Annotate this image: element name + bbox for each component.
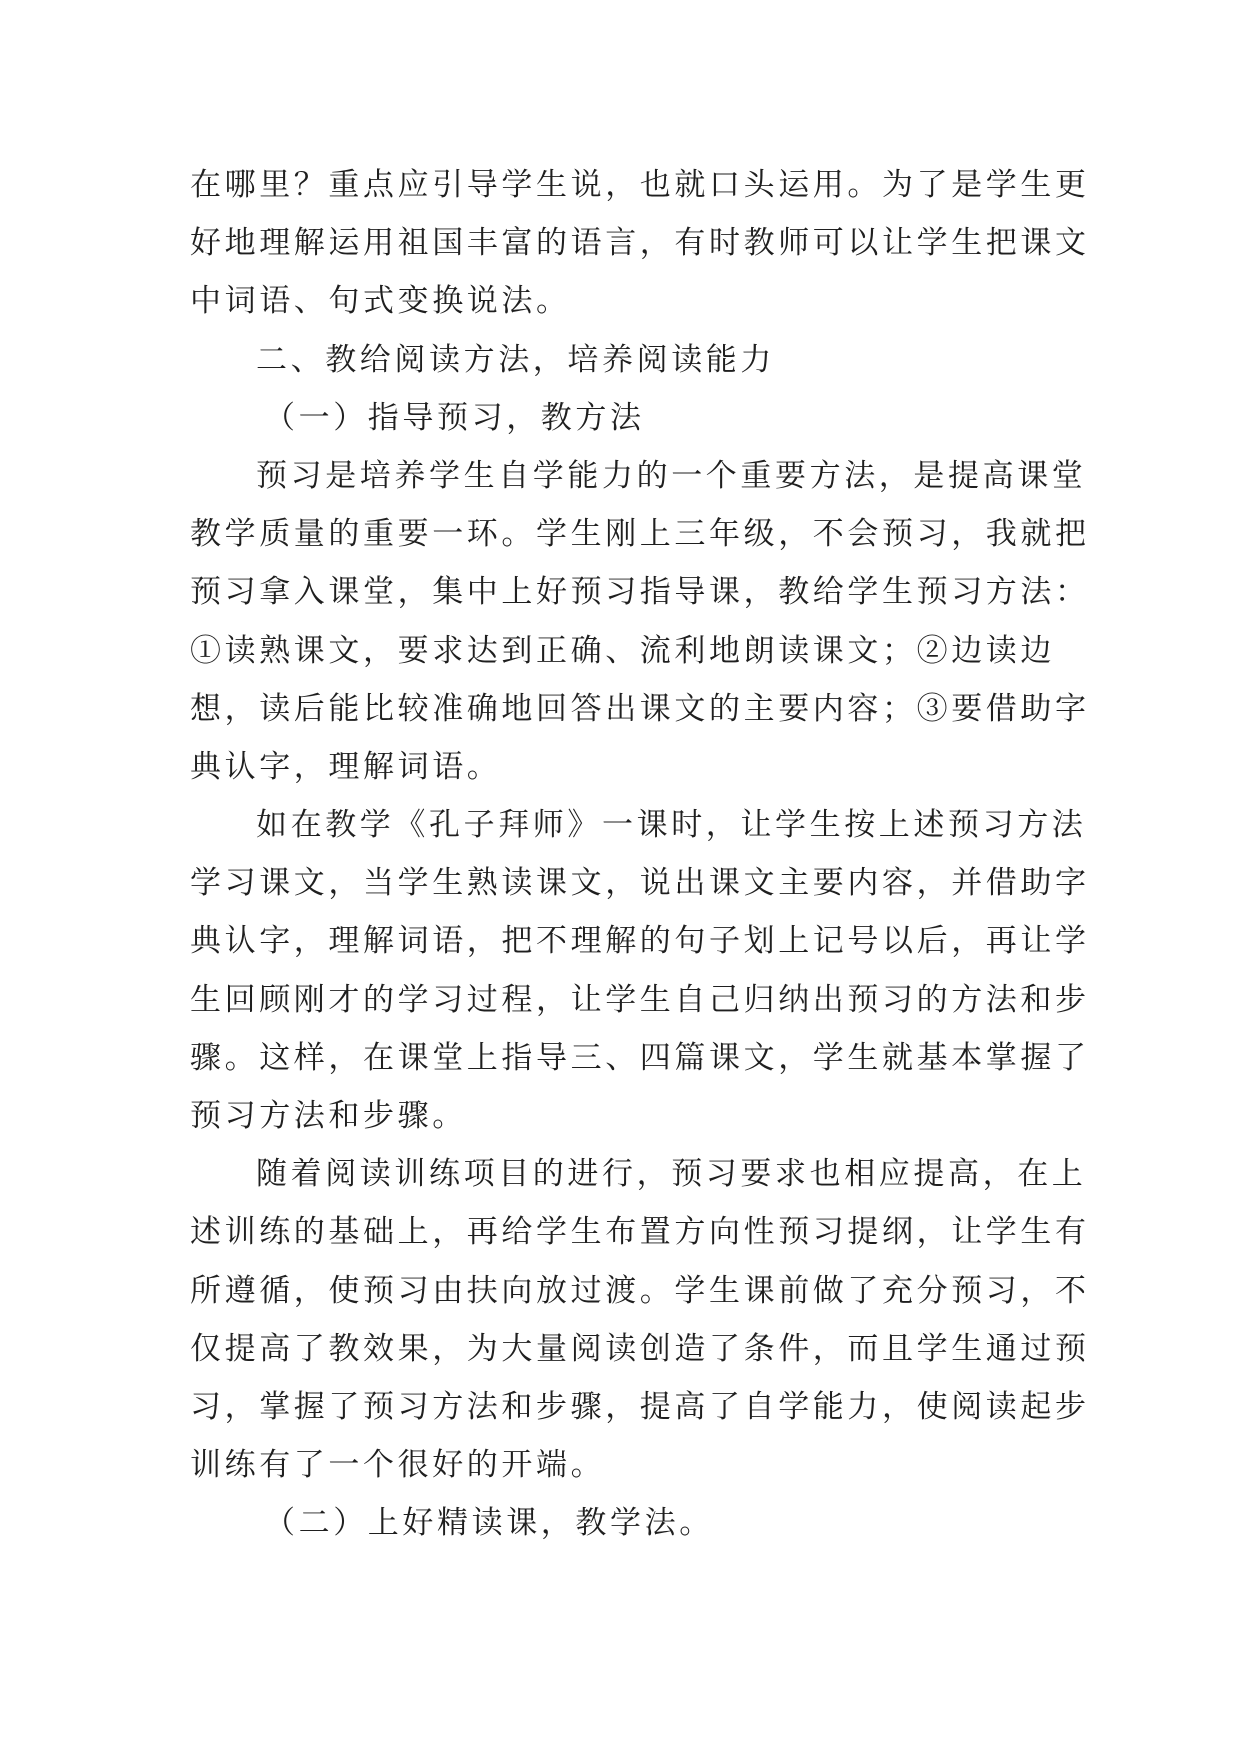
text-line: 好地理解运用祖国丰富的语言，有时教师可以让学生把课文 xyxy=(190,225,1090,262)
text-line: 预习拿入课堂，集中上好预习指导课，教给学生预习方法： xyxy=(190,574,1090,611)
paragraph-start-line: 随着阅读训练项目的进行，预习要求也相应提高，在上 xyxy=(256,1156,1087,1193)
text-line: 典认字，理解词语。 xyxy=(190,748,502,785)
subsection-heading: （一）指导预习，教方法 xyxy=(264,399,645,436)
text-line: 典认字，理解词语，把不理解的句子划上记号以后，再让学 xyxy=(190,923,1090,960)
text-line: 在哪里？重点应引导学生说，也就口头运用。为了是学生更 xyxy=(190,167,1090,203)
text-line: ①读熟课文，要求达到正确、流利地朗读课文；②边读边 xyxy=(190,632,1055,669)
paragraph-start-line: 预习是培养学生自学能力的一个重要方法，是提高课堂 xyxy=(256,457,1087,494)
text-line: 想，读后能比较准确地回答出课文的主要内容；③要借助字 xyxy=(190,690,1090,727)
text-line: 学习课文，当学生熟读课文，说出课文主要内容，并借助字 xyxy=(190,865,1090,902)
text-line: 骤。这样，在课堂上指导三、四篇课文，学生就基本掌握了 xyxy=(190,1039,1090,1076)
text-line: 述训练的基础上，再给学生布置方向性预习提纲，让学生有 xyxy=(190,1214,1090,1251)
text-line: 所遵循，使预习由扶向放过渡。学生课前做了充分预习，不 xyxy=(190,1272,1090,1309)
paragraph-start-line: 如在教学《孔子拜师》一课时，让学生按上述预习方法 xyxy=(256,807,1087,844)
section-heading: 二、教给阅读方法，培养阅读能力 xyxy=(256,341,775,378)
text-line: 训练有了一个很好的开端。 xyxy=(190,1447,606,1484)
text-line: 习，掌握了预习方法和步骤，提高了自学能力，使阅读起步 xyxy=(190,1388,1090,1425)
subsection-heading: （二）上好精读课，教学法。 xyxy=(264,1505,714,1542)
text-line: 预习方法和步骤。 xyxy=(190,1098,467,1134)
text-line: 生回顾刚才的学习过程，让学生自己归纳出预习的方法和步 xyxy=(190,981,1090,1018)
text-line: 中词语、句式变换说法。 xyxy=(190,283,571,320)
body-text xyxy=(190,156,1090,1553)
text-line: 仅提高了教效果，为大量阅读创造了条件，而且学生通过预 xyxy=(190,1330,1090,1367)
text-line: 教学质量的重要一环。学生刚上三年级，不会预习，我就把 xyxy=(190,516,1090,553)
